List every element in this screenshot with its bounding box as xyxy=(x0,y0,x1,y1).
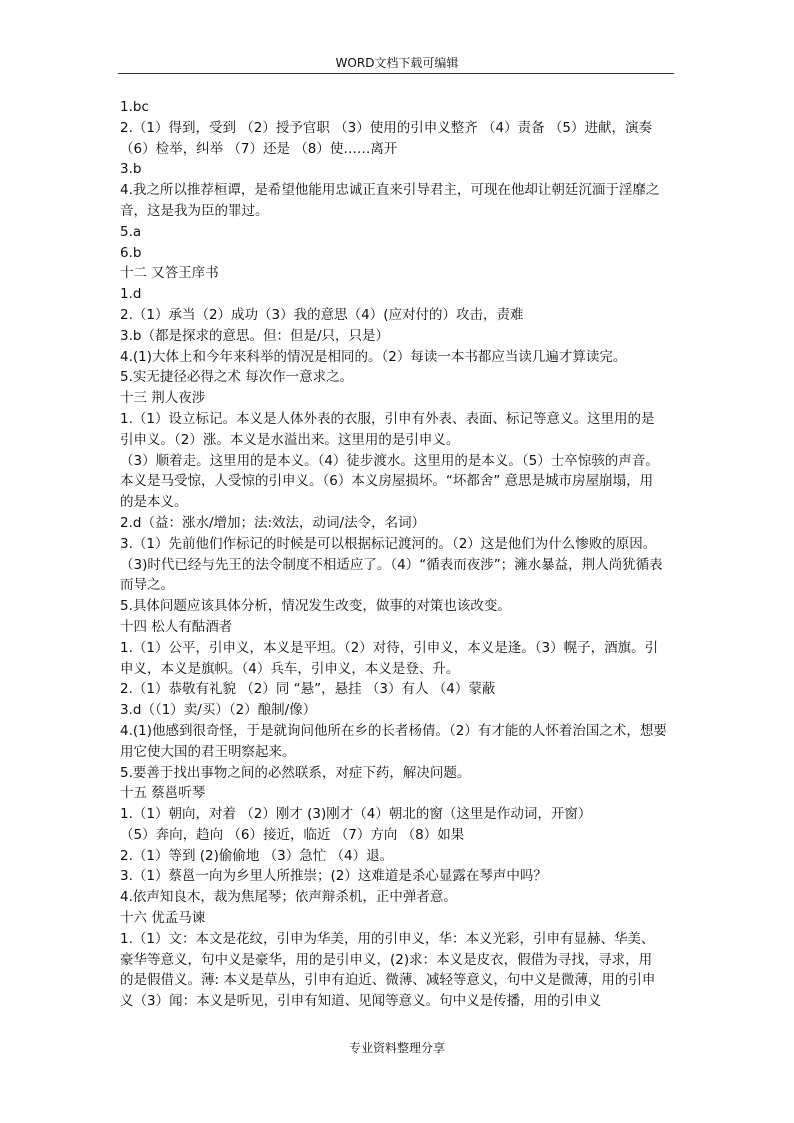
text-line: 的是本义。 xyxy=(120,494,188,511)
text-line: 1.bc xyxy=(120,99,149,115)
text-line: 2.d（益：涨水/增加；法:效法，动词/法令，名词） xyxy=(120,514,426,531)
text-line: （5）奔向，趋向 （6）接近，临近 （7）方向 （8）如果 xyxy=(120,826,465,843)
text-line: 5.具体问题应该具体分析，情况发生改变，做事的对策也该改变。 xyxy=(120,598,511,615)
text-line: 十二 又答王庠书 xyxy=(120,265,219,282)
text-line: 6.b xyxy=(120,244,142,261)
text-line: 1.（1）设立标记。本义是人体外表的衣服，引申有外表、表面、标记等意义。这里用的是 xyxy=(120,410,655,427)
text-line: 3.b（都是探求的意思。但：但是/只，只是） xyxy=(120,327,389,344)
text-line: 引申义。（2）涨。本义是水溢出来。这里用的是引申义。 xyxy=(120,431,460,448)
text-line: 而导之。 xyxy=(120,577,174,594)
text-line: （6）检举，纠举 （7）还是 （8）使……离开 xyxy=(120,140,398,157)
text-line: 4.(1)大体上和今年来科举的情况是相同的。（2）每读一本书都应当读几遍才算读完。 xyxy=(120,348,627,365)
header-rule xyxy=(118,73,674,74)
text-line: 1.（1）文：本文是花纹，引申为华美，用的引申义，华：本义光彩，引申有显赫、华美、 xyxy=(120,930,655,947)
page-header: WORD文档下载可编辑 xyxy=(335,56,459,70)
text-line: 十六 优孟马谏 xyxy=(120,910,206,927)
text-line: 用它使大国的君王明察起来。 xyxy=(120,743,296,760)
text-line: （3）顺着走。这里用的是本义。（4）徒步渡水。这里用的是本义。（5）士卒惊骇的声音。 xyxy=(120,452,659,469)
text-line: 3.（1）先前他们作标记的时候是可以根据标记渡河的。（2）这是他们为什么惨败的原因。 xyxy=(120,535,657,552)
text-line: 本义是马受惊，人受惊的引申义。（6）本义房屋损坏。“坏都舍” 意思是城市房屋崩塌，用 xyxy=(120,473,654,490)
text-line: 义（3）闻：本义是听见，引申有知道、见闻等意义。句中义是传播，用的引申义 xyxy=(120,993,602,1010)
text-line: 2.（1）恭敬有礼貌 （2）同 “悬”，悬挂 （3）有人 （4）蒙蔽 xyxy=(120,681,496,698)
text-line: 申义，本义是旗帜。（4）兵车，引申义，本义是登、升。 xyxy=(120,660,460,677)
text-line: 2.（1）等到 (2)偷偷地 （3）急忙 （4）退。 xyxy=(120,847,394,864)
text-line: （3)时代已经与先王的法令制度不相适应了。（4）“循表而夜涉”；澭水暴益，荆人尚犹循表 xyxy=(120,556,663,573)
text-line: 1.（1）朝向，对着 （2）刚才 (3)刚才（4）朝北的窗（这里是作动词，开窗） xyxy=(120,806,592,823)
text-line: 的是假借义。薄: 本义是草丛，引申有迫近、微薄、减轻等意义，句中义是微薄，用的引申 xyxy=(120,972,656,989)
text-line: 2.（1）得到，受到 （2）授予官职 （3）使用的引申义整齐 （4）责备 （5）进献，演奏 xyxy=(120,119,652,136)
text-line: 3.（1）蔡邕一向为乡里人所推崇；(2）这难道是杀心显露在琴声中吗？ xyxy=(120,868,547,885)
text-line: 十三 荆人夜涉 xyxy=(120,390,206,407)
text-line: 4.我之所以推荐桓谭，是希望他能用忠诚正直来引导君主，可现在他却让朝廷沉湎于淫靡之 xyxy=(120,182,660,199)
text-line: 十四 松人有酤酒者 xyxy=(120,618,233,635)
text-line: 4.(1)他感到很奇怪，于是就询问他所在乡的长者杨倩。（2）有才能的人怀着治国之术，想要 xyxy=(120,722,667,739)
document-body xyxy=(120,97,676,1012)
text-line: 1.d xyxy=(120,286,142,303)
text-line: 5.a xyxy=(120,223,142,240)
text-line: 5.实无捷径必得之术 每次作一意求之。 xyxy=(120,369,354,386)
text-line: 十五 蔡邕听琴 xyxy=(120,785,206,802)
text-line: 3.d（（1）卖/买）（2）酿制/像） xyxy=(120,702,317,719)
text-line: 3.b xyxy=(120,161,142,178)
text-line: 音，这是我为臣的罪过。 xyxy=(120,202,269,219)
page-footer: 专业资料整理分享 xyxy=(348,1041,445,1055)
text-line: 1.（1）公平，引申义，本义是平坦。（2）对待，引申义，本义是逢。（3）幌子，酒旗。引 xyxy=(120,639,659,656)
text-line: 5.要善于找出事物之间的必然联系，对症下药，解决问题。 xyxy=(120,764,471,781)
text-line: 豪华等意义，句中义是豪华，用的是引申义，(2)求：本义是皮衣，假借为寻找，寻求，用 xyxy=(120,951,653,968)
text-line: 4.依声知良木，裁为焦尾琴；依声辩杀机，正中弹者意。 xyxy=(120,889,457,906)
text-line: 2.（1）承当（2）成功（3）我的意思（4）(应对付的）攻击，责难 xyxy=(120,306,524,323)
